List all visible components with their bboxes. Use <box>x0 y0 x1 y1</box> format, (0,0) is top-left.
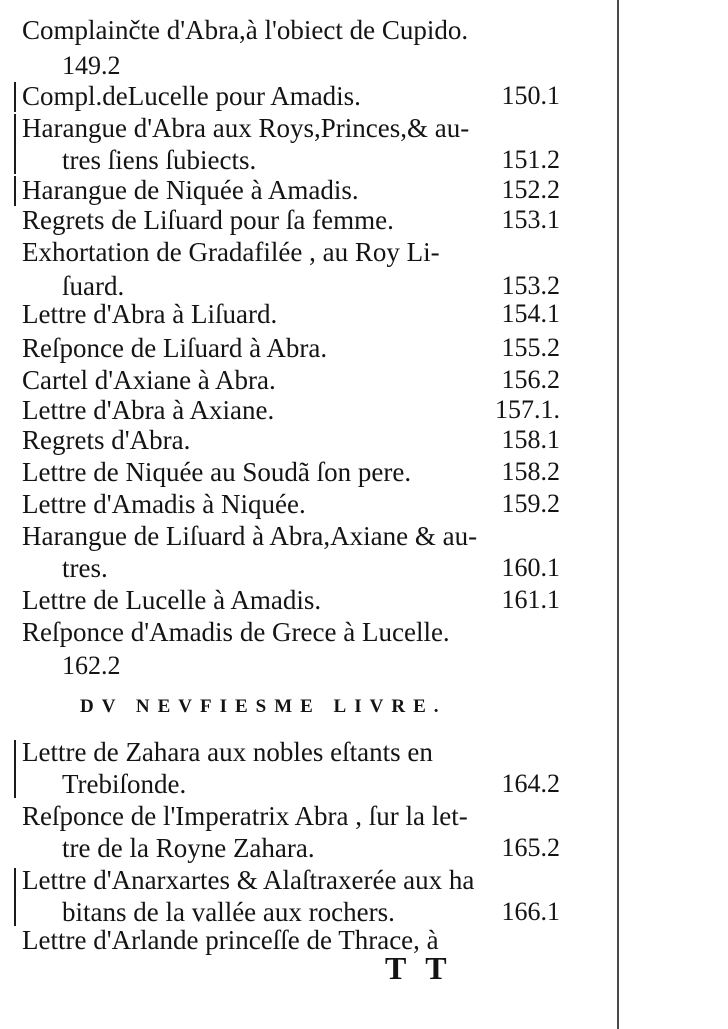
entry-bar <box>14 114 16 174</box>
toc-entry-title: Lettre d'Amadis à Niquée. <box>22 489 306 519</box>
toc-entry <box>0 800 560 864</box>
toc-entry-page: 166.1 <box>501 897 560 926</box>
toc-entry <box>0 488 560 522</box>
toc-entry-title-cont: Trebiſonde. <box>62 769 187 799</box>
toc-entry-page: 156.2 <box>501 365 560 394</box>
toc-entry-page: 155.2 <box>501 333 560 362</box>
toc-entry <box>0 236 560 300</box>
toc-entry-title: Lettre de Zahara aux nobles eſtants en <box>22 737 433 767</box>
toc-entry-title: Harangue d'Abra aux Roys,Princes,& au- <box>22 113 470 143</box>
toc-entry-title-cont: ſuard. <box>62 271 125 301</box>
toc-entry-title: Harangue de Niquée à Amadis. <box>22 175 359 205</box>
entry-bar <box>14 176 16 206</box>
toc-entry <box>0 298 560 332</box>
entry-bar <box>14 740 16 798</box>
toc-entry-page: 152.2 <box>501 175 560 204</box>
toc-entry-page: 158.2 <box>501 457 560 486</box>
toc-entry <box>0 616 560 680</box>
toc-entry-title: Lettre d'Anarxartes & Alaſtraxerée aux ha <box>22 865 475 895</box>
toc-entry-page: 157.1. <box>495 395 560 424</box>
toc-entry <box>0 204 560 238</box>
toc-entry <box>0 456 560 490</box>
toc-entry-title: Lettre de Lucelle à Amadis. <box>22 585 322 615</box>
toc-entry-title: Reſponce de Liſuard à Abra. <box>22 333 328 363</box>
toc-entry-page: 153.1 <box>501 205 560 234</box>
toc-entry-title: Complainčte d'Abra,à l'obiect de Cupido. <box>22 15 469 45</box>
toc-entry-title: Reſponce d'Amadis de Grece à Lucelle. <box>22 617 450 647</box>
toc-entry-page: 153.2 <box>501 271 560 300</box>
toc-entry-title: Lettre d'Abra à Axiane. <box>22 395 275 425</box>
toc-entry <box>0 332 560 366</box>
toc-entry-page: 164.2 <box>501 769 560 798</box>
toc-entry-title-cont: tre de la Royne Zahara. <box>62 833 315 863</box>
page-edge-rule <box>617 0 619 1029</box>
entry-bar <box>14 868 16 926</box>
toc-entry <box>0 584 560 618</box>
toc-entry-page: 149.2 <box>62 51 121 80</box>
toc-entry-title: Exhortation de Gradafilée , au Roy Li- <box>22 237 440 267</box>
toc-entry <box>0 520 560 584</box>
toc-entry <box>0 364 560 398</box>
toc-entry-title: Harangue de Liſuard à Abra,Axiane & au- <box>22 521 478 551</box>
toc-entry <box>0 112 560 176</box>
toc-entry <box>0 174 560 208</box>
toc-entry-title: Compl.deLucelle pour Amadis. <box>22 81 361 111</box>
toc-entry-title-cont: bitans de la vallée aux rochers. <box>62 897 395 927</box>
toc-entry-title: Regrets d'Abra. <box>22 425 191 455</box>
toc-entry <box>0 924 560 958</box>
cropped-running-header <box>190 0 450 2</box>
toc-entry <box>0 14 560 84</box>
section-heading: DV NEVFIESME LIVRE. <box>80 696 447 717</box>
toc-entry-title: Cartel d'Axiane à Abra. <box>22 365 276 395</box>
toc-entry <box>0 736 560 800</box>
toc-entry-title: Lettre d'Arlande princeſſe de Thrace, à <box>22 925 439 955</box>
entry-bar <box>14 82 16 112</box>
toc-entry-page: 150.1 <box>501 81 560 110</box>
toc-entry <box>0 394 560 428</box>
toc-entry <box>0 424 560 458</box>
toc-entry-title: Reſponce de l'Imperatrix Abra , ſur la let- <box>22 801 468 831</box>
toc-entry-page: 162.2 <box>62 651 121 680</box>
signature-mark: T T <box>385 950 453 986</box>
toc-entry-title-cont: tres. <box>62 553 108 583</box>
toc-entry-title: Lettre de Niquée au Soudã ſon pere. <box>22 457 412 487</box>
toc-entry-page: 160.1 <box>501 553 560 582</box>
toc-entry-title: Lettre d'Abra à Liſuard. <box>22 299 278 329</box>
toc-entry-page: 154.1 <box>501 299 560 328</box>
toc-entry-page: 159.2 <box>501 489 560 518</box>
toc-entry <box>0 80 560 114</box>
toc-entry-page: 158.1 <box>501 425 560 454</box>
toc-entry <box>0 864 560 928</box>
toc-entry-title: Regrets de Liſuard pour ſa femme. <box>22 205 394 235</box>
toc-entry-page: 161.1 <box>501 585 560 614</box>
toc-entry-page: 165.2 <box>501 833 560 862</box>
toc-entry-page: 151.2 <box>501 145 560 174</box>
toc-entry-title-cont: tres ſiens ſubiects. <box>62 145 257 175</box>
